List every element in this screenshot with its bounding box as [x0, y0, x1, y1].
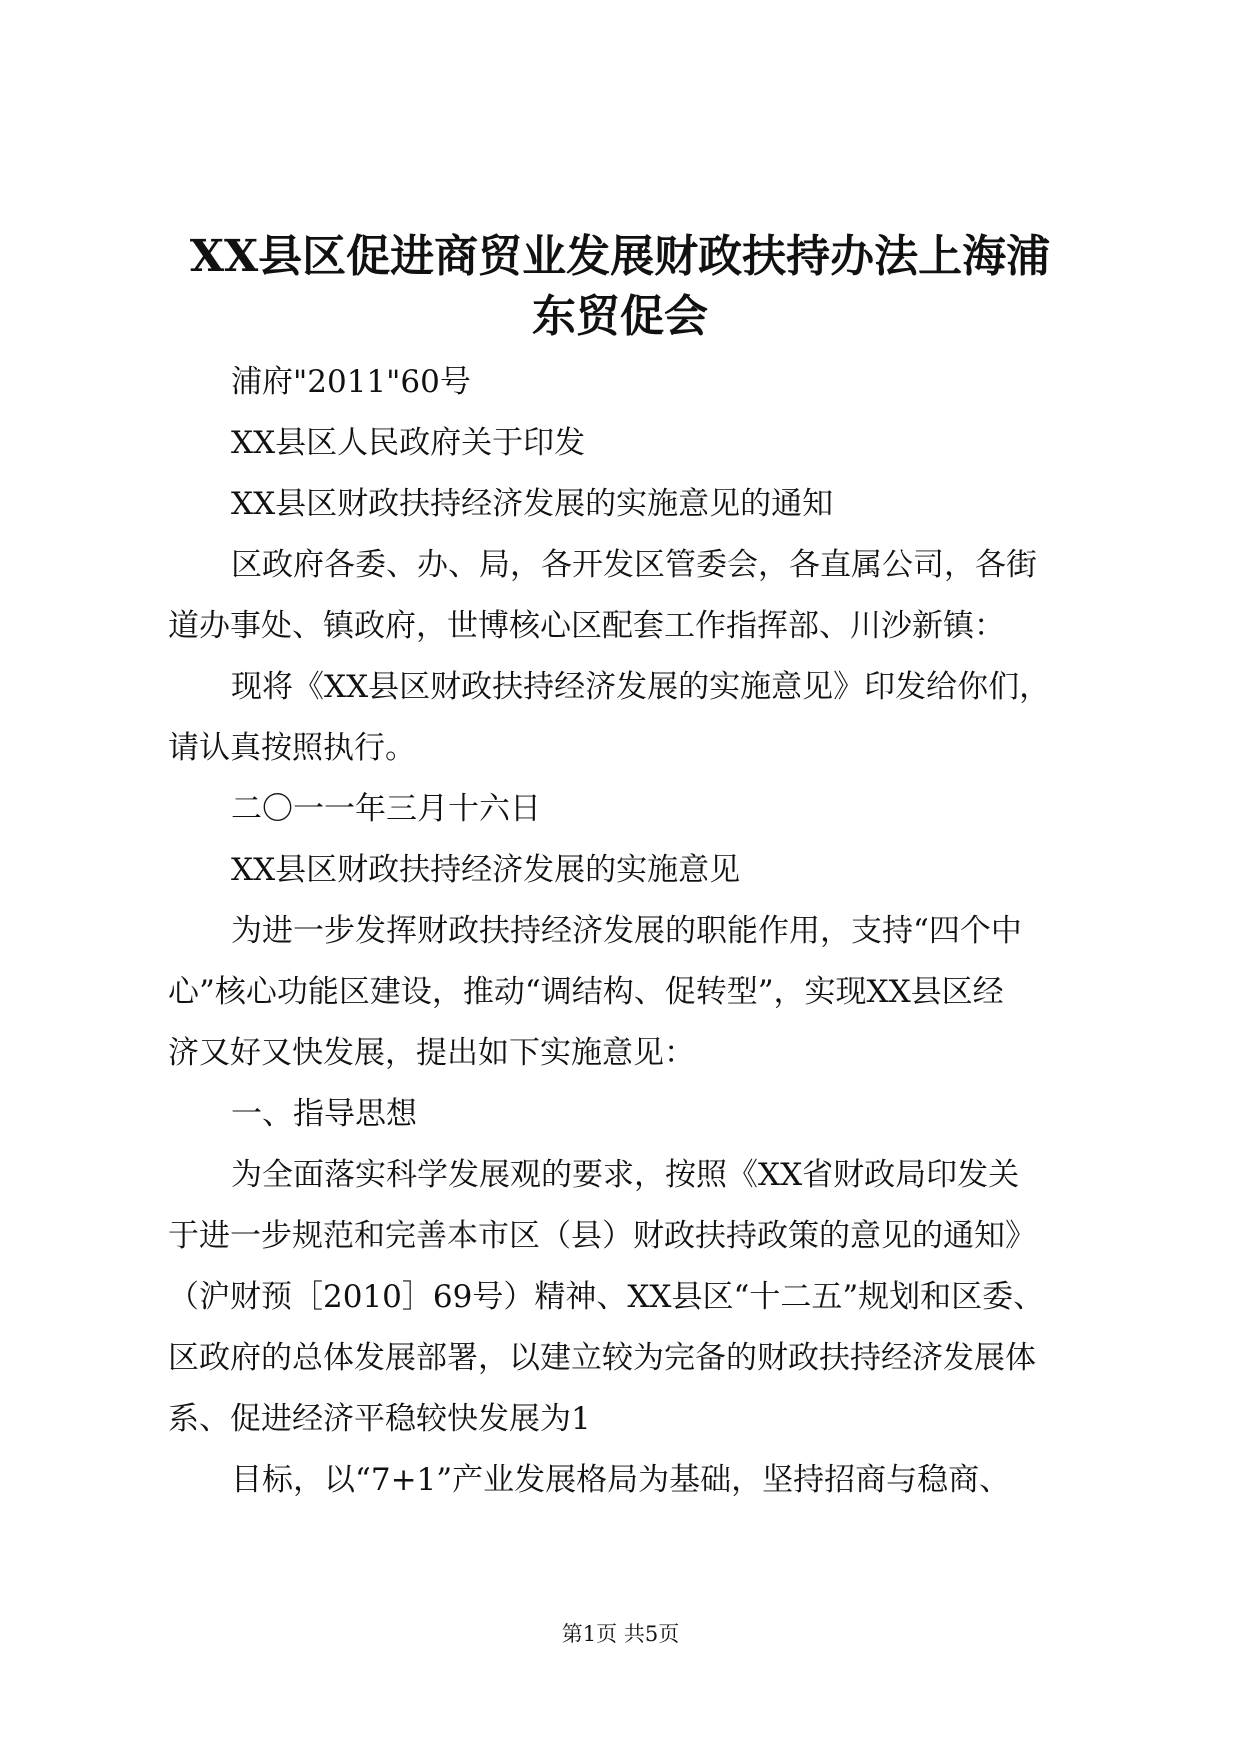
- guiding-line-4: 区政府的总体发展部署，以建立较为完备的财政扶持经济发展体: [168, 1340, 1036, 1376]
- guiding-line-5: 系、促进经济平稳较快发展为1: [168, 1401, 591, 1437]
- purpose-line-3: 济又好又快发展，提出如下实施意见：: [168, 1035, 695, 1071]
- guiding-line-2: 于进一步规范和完善本市区（县）财政扶持政策的意见的通知》: [168, 1218, 1036, 1254]
- document-number: 浦府"2011"60号: [231, 364, 471, 400]
- issue-date: 二〇一一年三月十六日: [231, 791, 541, 827]
- title-line-2: 东贸促会: [532, 291, 708, 343]
- instruction-line-1: 现将《XX县区财政扶持经济发展的实施意见》印发给你们，: [231, 669, 1051, 705]
- opinion-title: XX县区财政扶持经济发展的实施意见: [231, 852, 741, 888]
- guiding-line-3: （沪财预［2010］69号）精神、XX县区“十二五”规划和区委、: [168, 1279, 1045, 1315]
- document-body: [168, 352, 1078, 1511]
- document-title: [160, 227, 1080, 347]
- section-heading-guiding-thought: 一、指导思想: [231, 1096, 417, 1132]
- page-footer: 第1页 共5页: [561, 1622, 680, 1646]
- title-line-1: XX县区促进商贸业发展财政扶持办法上海浦: [189, 231, 1051, 283]
- notice-heading-line-1: XX县区人民政府关于印发: [231, 425, 586, 461]
- purpose-line-2: 心”核心功能区建设，推动“调结构、促转型”，实现XX县区经: [168, 974, 1004, 1010]
- purpose-line-1: 为进一步发挥财政扶持经济发展的职能作用，支持“四个中: [231, 913, 1022, 949]
- objective-line-1: 目标，以“7+1”产业发展格局为基础，坚持招商与稳商、: [231, 1462, 1011, 1498]
- guiding-line-1: 为全面落实科学发展观的要求，按照《XX省财政局印发关: [231, 1157, 1020, 1193]
- instruction-line-2: 请认真按照执行。: [168, 730, 416, 766]
- notice-heading-line-2: XX县区财政扶持经济发展的实施意见的通知: [231, 486, 834, 522]
- recipients-line-1: 区政府各委、办、局，各开发区管委会，各直属公司，各街: [231, 547, 1037, 583]
- recipients-line-2: 道办事处、镇政府，世博核心区配套工作指挥部、川沙新镇：: [168, 608, 1005, 644]
